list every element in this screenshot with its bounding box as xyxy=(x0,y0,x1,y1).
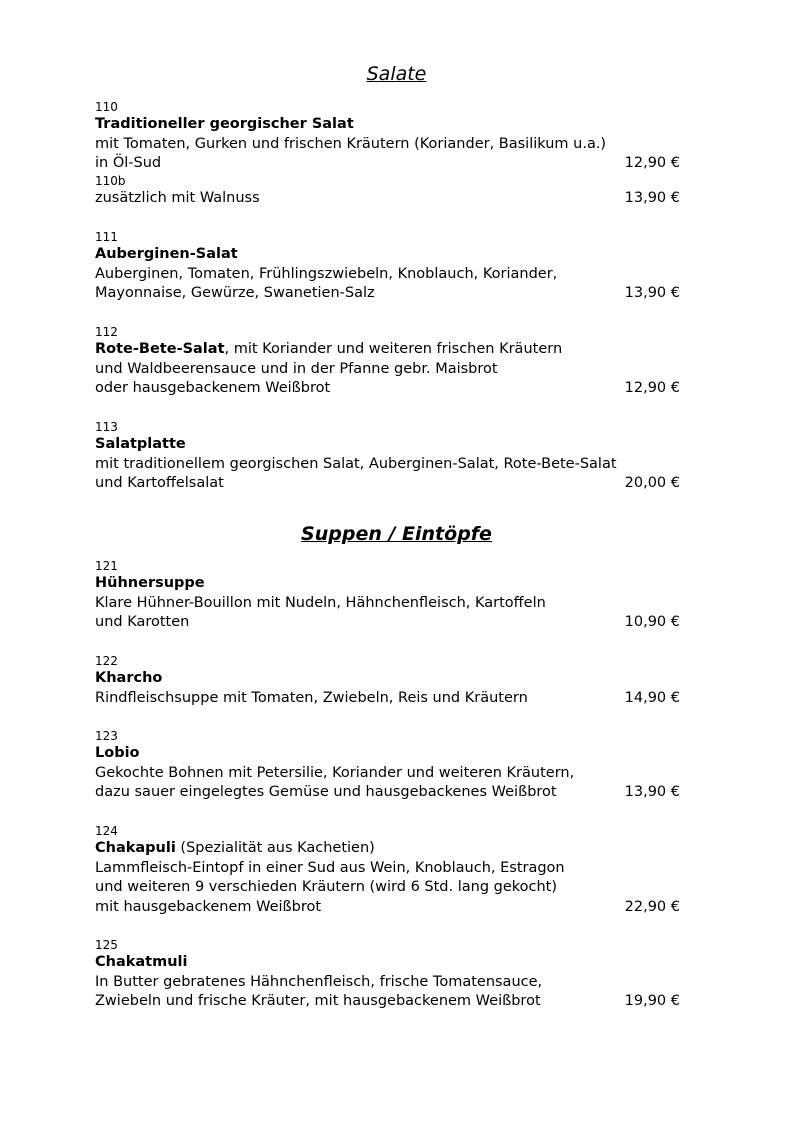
item-name: Chakatmuli xyxy=(95,954,188,970)
item-price: 12,90 € xyxy=(624,380,680,396)
item-price: 13,90 € xyxy=(624,784,680,800)
item-number: 113 xyxy=(95,420,118,434)
menu-item-113 xyxy=(95,420,685,494)
item-name: Auberginen-Salat xyxy=(95,246,238,262)
section-title-salate: Salate xyxy=(366,63,427,85)
item-name: Hühnersuppe xyxy=(95,575,205,591)
item-description: dazu sauer eingelegtes Gemüse und hausgebackenes Weißbrot xyxy=(95,784,557,800)
item-description: Klare Hühner-Bouillon mit Nudeln, Hähnchenfleisch, Kartoffeln xyxy=(95,594,546,611)
item-description: Zwiebeln und frische Kräuter, mit hausgebackenem Weißbrot xyxy=(95,993,541,1009)
item-price: 12,90 € xyxy=(624,155,680,171)
item-description: und Kartoffelsalat xyxy=(95,475,224,491)
menu-item-125 xyxy=(95,938,685,1012)
menu-item-121 xyxy=(95,559,685,633)
item-name: Traditioneller georgischer Salat xyxy=(95,116,354,132)
item-description: und Karotten xyxy=(95,614,190,630)
item-description: Mayonnaise, Gewürze, Swanetien-Salz xyxy=(95,285,375,301)
item-number: 122 xyxy=(95,654,118,668)
item-price: 19,90 € xyxy=(624,993,680,1009)
item-description: In Butter gebratenes Hähnchenfleisch, frische Tomatensauce, xyxy=(95,973,543,990)
item-description: in Öl-Sud xyxy=(95,155,162,171)
item-name: Salatplatte xyxy=(95,436,186,452)
item-number: 112 xyxy=(95,325,118,339)
menu-item-122 xyxy=(95,654,685,708)
item-price: 14,90 € xyxy=(624,689,680,706)
menu-item-111 xyxy=(95,230,685,304)
item-description: mit hausgebackenem Weißbrot xyxy=(95,898,322,915)
item-number: 125 xyxy=(95,938,118,952)
item-price: 10,90 € xyxy=(624,614,680,630)
item-description: Auberginen, Tomaten, Frühlingszwiebeln, Knoblauch, Koriander, xyxy=(95,265,558,282)
item-price: 13,90 € xyxy=(624,189,680,206)
item-description: Lammfleisch-Eintopf in einer Sud aus Wein, Knoblauch, Estragon xyxy=(95,859,565,876)
item-price: 13,90 € xyxy=(624,285,680,301)
item-name: Chakapuli xyxy=(95,840,176,856)
item-name: Lobio xyxy=(95,745,140,761)
item-description: mit traditionellem georgischen Salat, Auberginen-Salat, Rote-Bete-Salat xyxy=(95,455,617,472)
item-price: 20,00 € xyxy=(624,475,680,491)
item-number: 111 xyxy=(95,230,118,244)
item-name: Rote-Bete-Salat xyxy=(95,341,225,357)
item-description: mit Tomaten, Gurken und frischen Kräutern (Koriander, Basilikum u.a.) xyxy=(95,135,607,152)
section-title-suppen: Suppen / Eintöpfe xyxy=(301,523,492,545)
item-number: 110b xyxy=(95,173,126,188)
menu-item-124 xyxy=(95,824,685,917)
item-price: 22,90 € xyxy=(624,898,680,915)
item-number: 121 xyxy=(95,559,118,573)
menu-item-110 xyxy=(95,100,685,208)
menu-item-112 xyxy=(95,325,685,399)
item-number: 110 xyxy=(95,100,118,114)
item-description: Rindfleischsuppe mit Tomaten, Zwiebeln, Reis und Kräutern xyxy=(95,689,528,706)
item-name-suffix: (Spezialität aus Kachetien) xyxy=(175,840,375,856)
item-number: 124 xyxy=(95,824,118,838)
item-description: und Waldbeerensauce und in der Pfanne gebr. Maisbrot xyxy=(95,360,498,377)
item-number: 123 xyxy=(95,729,118,743)
item-name-suffix: , mit Koriander und weiteren frischen Kräutern xyxy=(224,341,563,357)
item-name: Kharcho xyxy=(95,670,163,686)
item-description: und weiteren 9 verschieden Kräutern (wird 6 Std. lang gekocht) xyxy=(95,879,558,895)
item-description: Gekochte Bohnen mit Petersilie, Koriander und weiteren Kräutern, xyxy=(95,764,575,781)
item-extra: zusätzlich mit Walnuss xyxy=(95,189,260,206)
menu-item-123 xyxy=(95,729,685,803)
item-description: oder hausgebackenem Weißbrot xyxy=(95,380,331,396)
